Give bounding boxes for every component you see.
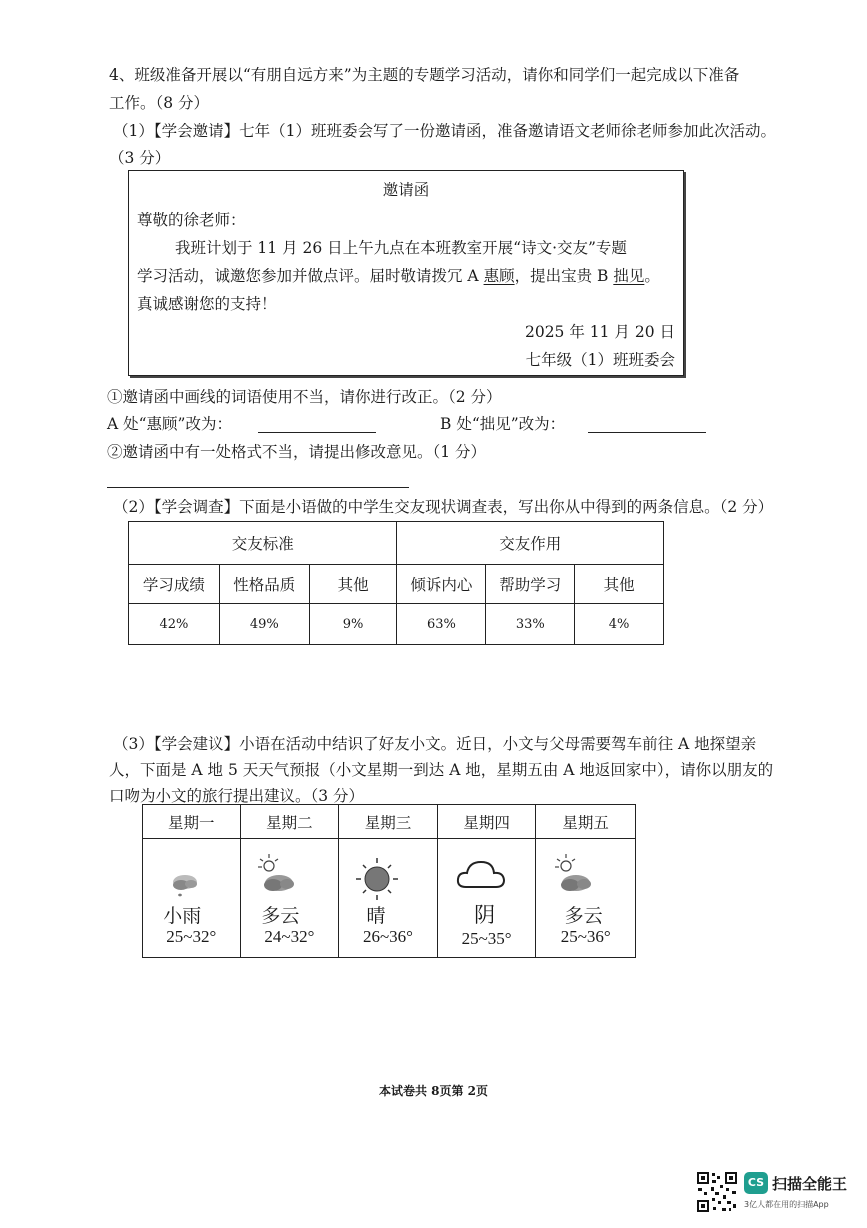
scanner-logo-icon: CS	[744, 1172, 768, 1194]
invitation-body-line1: 我班计划于 11 月 26 日上午九点在本班教室开展“诗文·交友”专题	[175, 239, 627, 257]
scanner-app-name: 扫描全能王	[772, 1175, 848, 1193]
column-header: 帮助学习	[486, 565, 575, 604]
answer-b-label: B 处“拙见”改为：	[440, 415, 566, 433]
weather-condition: 阴	[474, 903, 496, 927]
weather-temperature: 25~32°	[166, 927, 217, 946]
underlined-word-a: 惠顾	[483, 267, 515, 285]
weather-condition: 晴	[366, 905, 386, 927]
answer-b-blank[interactable]	[588, 432, 706, 433]
table-cell: 4%	[575, 604, 664, 645]
format-answer-blank[interactable]	[107, 487, 409, 488]
part3-prompt-line2: 人，下面是 A 地 5 天天气预报（小文星期一到达 A 地，星期五由 A 地返回家中），请你以朋友的	[109, 761, 774, 779]
sunny-icon	[339, 849, 437, 901]
weather-day: 星期二	[240, 805, 339, 839]
answer-a-label: A 处“惠顾”改为：	[107, 415, 232, 433]
weather-cell	[339, 839, 438, 958]
sub-question-2: ②邀请函中有一处格式不当，请提出修改意见。（1 分）	[107, 443, 487, 461]
weather-condition: 多云	[564, 905, 603, 927]
column-header: 倾诉内心	[397, 565, 486, 604]
weather-cell	[143, 839, 241, 958]
scanner-app-tagline: 3亿人都在用的扫描App	[744, 1200, 829, 1209]
group-header-standards: 交友标准	[129, 522, 397, 565]
weather-day: 星期一	[143, 805, 241, 839]
weather-condition: 小雨	[163, 905, 202, 927]
invitation-date: 2025 年 11 月 20 日	[524, 323, 675, 341]
table-cell: 33%	[486, 604, 575, 645]
partly-cloudy-icon	[241, 849, 339, 901]
invitation-title: 邀请函	[382, 181, 430, 199]
part1-prompt-line2: （3 分）	[109, 149, 171, 167]
invitation-body-line2-middle: ，提出宝贵 B	[514, 267, 614, 285]
invitation-body-line2-end: 。	[644, 267, 660, 285]
weather-temperature: 25~35°	[461, 929, 512, 948]
weather-day: 星期五	[536, 805, 636, 839]
table-cell: 42%	[129, 604, 220, 645]
qr-code-icon	[696, 1171, 738, 1213]
invitation-body-line3: 真诚感谢您的支持！	[137, 295, 277, 313]
weather-cell	[240, 839, 339, 958]
table-cell: 9%	[309, 604, 397, 645]
invitation-letter	[128, 170, 684, 376]
invitation-body-line2-start: 学习活动，诚邀您参加并做点评。届时敬请拨冗 A	[137, 267, 484, 285]
part3-prompt-line3: 口吻为小文的旅行提出建议。（3 分）	[109, 787, 365, 805]
column-header: 其他	[309, 565, 397, 604]
weather-temperature: 24~32°	[264, 927, 315, 946]
column-header: 性格品质	[219, 565, 309, 604]
partly-cloudy-icon	[536, 849, 635, 901]
column-header: 学习成绩	[129, 565, 220, 604]
invitation-body-line2	[137, 263, 660, 289]
part3-prompt-line1: （3）【学会建议】小语在活动中结识了好友小文。近日，小文与父母需要驾车前往 A 地探望亲	[113, 735, 757, 753]
overcast-icon	[438, 849, 536, 901]
survey-table	[128, 521, 664, 645]
sub-question-1: ①邀请函中画线的词语使用不当，请你进行改正。（2 分）	[107, 388, 502, 406]
part2-prompt: （2）【学会调查】下面是小语做的中学生交友现状调查表，写出你从中得到的两条信息。（2 分）	[113, 498, 774, 516]
answer-a-blank[interactable]	[258, 432, 376, 433]
invitation-signature: 七年级（1）班班委会	[525, 351, 675, 369]
column-header: 其他	[575, 565, 664, 604]
group-header-effects: 交友作用	[397, 522, 664, 565]
table-cell: 49%	[219, 604, 309, 645]
underlined-word-b: 拙见	[613, 267, 645, 285]
invitation-salutation: 尊敬的徐老师：	[137, 211, 246, 229]
page-footer: 本试卷共 8页第 2页	[378, 1084, 489, 1098]
weather-cell	[437, 839, 536, 958]
weather-day: 星期四	[437, 805, 536, 839]
question-intro-line1: 4、班级准备开展以“有朋自远方来”为主题的专题学习活动，请你和同学们一起完成以下准备	[109, 66, 740, 84]
part1-prompt-line1: （1）【学会邀请】七年（1）班班委会写了一份邀请函，准备邀请语文老师徐老师参加此次活动。	[113, 122, 776, 140]
weather-day: 星期三	[339, 805, 438, 839]
table-cell: 63%	[397, 604, 486, 645]
weather-temperature: 26~36°	[362, 927, 413, 946]
question-intro-line2: 工作。（8 分）	[109, 94, 210, 112]
light-rain-icon	[143, 849, 240, 901]
weather-temperature: 25~36°	[560, 927, 611, 946]
weather-condition: 多云	[261, 905, 300, 927]
weather-cell	[536, 839, 636, 958]
weather-forecast-table	[142, 804, 636, 958]
